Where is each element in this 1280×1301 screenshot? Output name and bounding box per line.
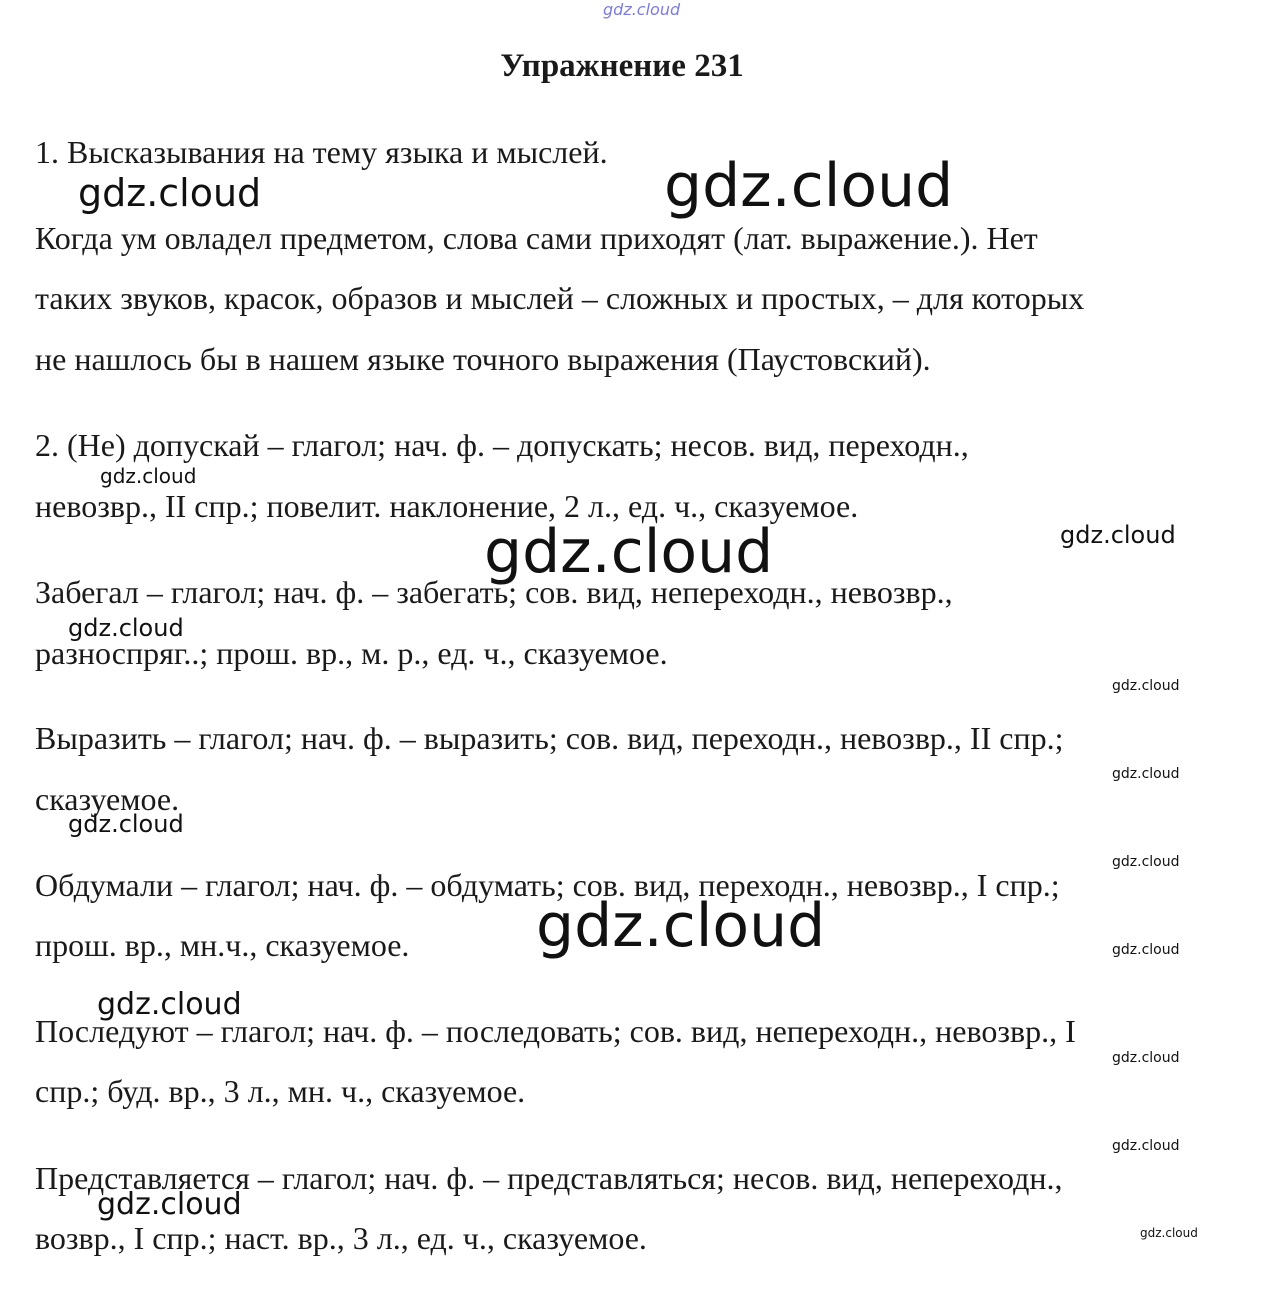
watermark-large: gdz.cloud <box>536 891 826 961</box>
watermark: gdz.cloud <box>1112 678 1180 694</box>
paragraph-1-line-3: не нашлось бы в нашем языке точного выражения (Паустовский). <box>35 341 931 377</box>
watermark: gdz.cloud <box>1112 1138 1180 1154</box>
watermark: gdz.cloud <box>1112 1050 1180 1066</box>
page-title: Упражнение 231 <box>500 48 744 84</box>
paragraph-2-line-2: невозвр., II спр.; повелит. наклонение, 2 л., ед. ч., сказуемое. <box>35 488 859 524</box>
paragraph-1-heading: 1. Высказывания на тему языка и мыслей. <box>35 134 608 170</box>
watermark-large: gdz.cloud <box>484 517 774 587</box>
paragraph-2-line-1: 2. (Не) допускай – глагол; нач. ф. – допускать; несов. вид, переходн., <box>35 427 969 463</box>
watermark: gdz.cloud <box>100 464 197 488</box>
paragraph-7-line-2: возвр., I спр.; наст. вр., 3 л., ед. ч., сказуемое. <box>35 1220 647 1256</box>
watermark: gdz.cloud <box>78 171 262 215</box>
watermark: gdz.cloud <box>1060 521 1176 549</box>
paragraph-5-line-2: прош. вр., мн.ч., сказуемое. <box>35 927 410 963</box>
paragraph-6-line-1: Последуют – глагол; нач. ф. – последовать; сов. вид, непереходн., невозвр., I <box>35 1013 1076 1049</box>
paragraph-3-line-2: разноспряг..; прош. вр., м. р., ед. ч., сказуемое. <box>35 635 668 671</box>
watermark: gdz.cloud <box>1112 766 1180 782</box>
paragraph-3-line-1: Забегал – глагол; нач. ф. – забегать; сов. вид, непереходн., невозвр., <box>35 574 953 610</box>
paragraph-6-line-2: спр.; буд. вр., 3 л., мн. ч., сказуемое. <box>35 1073 526 1109</box>
paragraph-4-line-1: Выразить – глагол; нач. ф. – выразить; сов. вид, переходн., невозвр., II спр.; <box>35 720 1064 756</box>
watermark: gdz.cloud <box>97 987 242 1022</box>
watermark: gdz.cloud <box>1112 854 1180 870</box>
watermark-top: gdz.cloud <box>603 0 681 19</box>
watermark: gdz.cloud <box>68 810 184 838</box>
watermark: gdz.cloud <box>68 614 184 642</box>
paragraph-1-line-2: таких звуков, красок, образов и мыслей – сложных и простых, – для которых <box>35 280 1085 316</box>
watermark-large: gdz.cloud <box>664 151 954 221</box>
paragraph-7-line-1: Представляется – глагол; нач. ф. – представляться; несов. вид, непереходн., <box>35 1160 1063 1196</box>
paragraph-1-line-1: Когда ум овладел предметом, слова сами приходят (лат. выражение.). Нет <box>35 220 1038 256</box>
paragraph-4-line-2: сказуемое. <box>35 781 180 817</box>
watermark: gdz.cloud <box>1112 942 1180 958</box>
watermark: gdz.cloud <box>97 1187 242 1222</box>
paragraph-5-line-1: Обдумали – глагол; нач. ф. – обдумать; сов. вид, переходн., невозвр., I спр.; <box>35 867 1060 903</box>
watermark: gdz.cloud <box>1140 1226 1198 1240</box>
